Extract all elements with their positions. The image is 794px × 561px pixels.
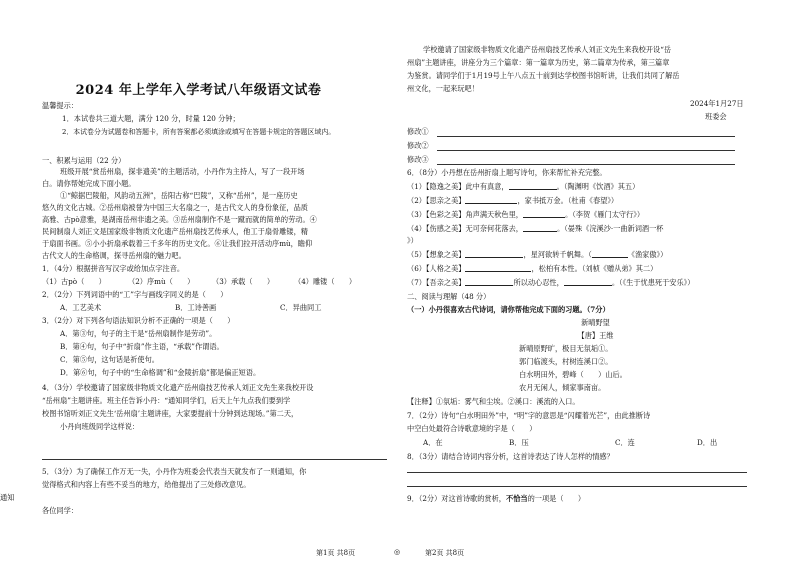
poem-line: 农月无闲人，倾家事南亩。 bbox=[519, 383, 606, 392]
blank[interactable] bbox=[465, 264, 531, 272]
question-4: 小丹向班级同学这样说： bbox=[60, 422, 140, 431]
question-4: 校图书馆听刘正文先生‘岳州扇’主题讲座，大家要提前十分钟到达现场。”第二天， bbox=[42, 409, 299, 418]
q2-option: C．异曲同工 bbox=[280, 303, 322, 312]
notice-header: 温馨提示： bbox=[42, 101, 78, 110]
q3-option: B．第④句，句子中“折扇”作主语，“承载”作谓语。 bbox=[60, 342, 224, 351]
mod-label: 修改① bbox=[407, 127, 429, 136]
notice-body: 为鉴赏。请同学们于1月19号上午八点五十前到达学校图书馆听讲，让我们共同了解岳 bbox=[407, 71, 680, 80]
intro-line: ①“鲸据巴陵船，风韵动五洲”，岳阳古称“巴陵”，又称“岳州”，是一座历史 bbox=[60, 191, 298, 200]
question-7: 7．（2分）诗句“白水明田外”中，“明”字的意思是“闪耀着光芒”，由此推断诗 bbox=[407, 411, 651, 420]
page-footer: 第2页 共8页 bbox=[425, 549, 465, 557]
blank[interactable] bbox=[465, 196, 517, 204]
answer-line[interactable] bbox=[407, 486, 747, 487]
page-footer: 第1页 共8页 bbox=[316, 549, 356, 557]
blank[interactable] bbox=[592, 250, 628, 258]
poem-fill-tail: 》） bbox=[407, 236, 418, 245]
question-2: 2．（2分）下列词语中的“工”字与画线字同义的是（ ） bbox=[42, 290, 228, 299]
question-3: 3．（2分）对下列各句语法知识分析不正确的一项是（ ） bbox=[42, 316, 235, 325]
blank[interactable] bbox=[509, 182, 557, 190]
notice-title: 通知 bbox=[0, 493, 15, 502]
intro-line: 悠久的文化古城。②岳州扇被誉为中国三大名扇之一，是古代文人的身份象征，品质 bbox=[42, 203, 308, 212]
q7-option: D．出 bbox=[697, 438, 718, 447]
intro-line: 民间制扇人刘正文是国家级非物质文化遗产岳州扇技艺传承人，他工于扇骨雕镂，精 bbox=[42, 227, 308, 236]
exam-title: 2024 年上学年入学考试八年级语文试卷 bbox=[75, 83, 322, 98]
q3-option: D．第⑥句，句子中的“生命格调”和“金陵折扇”都是偏正短语。 bbox=[60, 368, 261, 377]
intro-line: 高雅、古pò意雅，是湖南岳州非遗之美。③岳州扇制作不是一蹴而就的简单的劳动。④ bbox=[42, 215, 317, 224]
q7-option: C．连 bbox=[615, 438, 635, 447]
section-heading: 一、积累与运用（22 分） bbox=[42, 156, 126, 165]
mod-answer-line[interactable] bbox=[437, 164, 735, 165]
poem-line: 新晴原野旷，极目无氛垢①。 bbox=[519, 344, 613, 353]
poem-fill-item: （3）【色彩之美】角声满天秋色里， 。（李贺《雁门太守行》） bbox=[407, 210, 645, 219]
q1-option: （4）雕镂（ ） bbox=[294, 277, 357, 286]
question-5: 5．（3分）为了确保工作万无一失，小丹作为班委会代表当天就发布了一则通知，你 bbox=[42, 467, 307, 476]
notice-greeting: 各位同学： bbox=[42, 506, 78, 515]
blank[interactable] bbox=[465, 278, 513, 286]
poem-note: 【注释】①氛垢：雾气和尘埃。②溪口：溪流的入口。 bbox=[407, 397, 580, 406]
blank[interactable] bbox=[564, 278, 612, 286]
q1-option: （2）序mù（ ） bbox=[128, 277, 195, 286]
question-4: “岳州扇”主题讲座。班主任告诉小丹：“通知同学们，后天上午九点我们要到学 bbox=[42, 396, 291, 405]
mod-label: 修改② bbox=[407, 141, 429, 150]
question-5: 觉得格式和内容上有些不妥当的地方，给他提出了三处修改意见。 bbox=[42, 480, 251, 489]
q7-option: B．压 bbox=[509, 438, 529, 447]
intro-line: 班级开展“赏岳州扇，探非遗美”的主题活动，小丹作为主持人，写了一段开场 bbox=[60, 167, 305, 176]
notice-body: 州文化，一起来玩吧！ bbox=[407, 84, 479, 93]
q7-option: A．在 bbox=[423, 438, 443, 447]
poem-title: 新晴野望 bbox=[581, 318, 610, 327]
q3-option: A．第③句，句子的主干是“岳州扇制作是劳动”。 bbox=[60, 329, 217, 338]
mod-answer-line[interactable] bbox=[437, 136, 735, 137]
question-1: 1．（4分）根据拼音写汉字或给加点字注音。 bbox=[42, 264, 185, 273]
q2-option: B．工诗善画 bbox=[175, 303, 217, 312]
poem-fill-item: （6）【人格之美】 ，松柏有本性。（刘桢《赠从弟》其二） bbox=[407, 264, 658, 273]
q2-option: A．工艺美术 bbox=[60, 303, 102, 312]
question-8: 8．（3分）请结合诗词内容分析，这首诗表达了诗人怎样的情感？ bbox=[407, 452, 614, 461]
poem-fill-item: （4）【伤感之美】无可奈何花落去， 。（晏殊《浣溪沙·一曲新词酒一杯 bbox=[407, 224, 664, 233]
poem-fill-item: （2）【思亲之美】 ，家书抵万金。（杜甫《春望》） bbox=[407, 196, 619, 205]
poem-line: 郭门临渡头，村树连溪口②。 bbox=[519, 357, 613, 366]
right-page bbox=[397, 0, 794, 561]
question-9: 9．（2分）对这首诗歌的赏析，不恰当的一项是（ ） bbox=[407, 494, 586, 503]
answer-line[interactable] bbox=[407, 472, 747, 473]
q1-option: （3）承载（ ） bbox=[212, 277, 275, 286]
notice-date: 2024年1月27日 bbox=[690, 99, 744, 108]
poem-fill-item: （7）【吾亲之美】 所以动心忍性， 。（《生于忧患死于安乐》） bbox=[407, 278, 695, 287]
poem-line: 白水明田外，碧峰（ ）山后。 bbox=[519, 370, 627, 379]
poem-fill-item: （5）【想象之美】 ，星河欲转千帆舞。（ 《渔家傲》） bbox=[407, 250, 668, 259]
notice-line: 1．本试卷共三道大题，满分 120 分，时量 120 分钟； bbox=[62, 114, 240, 123]
intro-line: 于扇面书画。⑤小小折扇承载着三千多年的历史文化。⑥让我们拉开活动序mù，瞻仰 bbox=[42, 239, 313, 248]
question-7: 中空白处最符合诗歌意境的字是（ ） bbox=[407, 424, 537, 433]
blank[interactable] bbox=[523, 224, 557, 232]
notice-body: 州扇”主题讲座，讲座分为三个篇章：第一篇章为历史，第二篇章为传承，第三篇章 bbox=[407, 58, 670, 67]
section-heading: 二、阅读与理解（48 分） bbox=[407, 292, 491, 301]
notice-body: 学校邀请了国家级非物质文化遗产岳州扇技艺传承人刘正文先生来我校开设“岳 bbox=[423, 45, 672, 54]
question-6: 6．（8分）小丹想在岳州折扇上题写诗句，你来帮忙补充完整。 bbox=[407, 168, 607, 177]
answer-line[interactable] bbox=[42, 459, 387, 460]
q1-option: （1）古pò（ ） bbox=[42, 277, 106, 286]
poem-fill-item: （1）【隐逸之美】此中有真意， 。（陶渊明《饮酒》其五） bbox=[407, 182, 640, 191]
blank[interactable] bbox=[465, 250, 523, 258]
mod-answer-line[interactable] bbox=[437, 150, 735, 151]
footer-mark: ◎ bbox=[394, 548, 401, 556]
intro-line: 古代文人的生命格调，探寻岳州扇的魅力吧。 bbox=[42, 251, 186, 260]
part-heading: （一）小丹很喜欢古代诗词，请你帮他完成下面的习题。（7分） bbox=[407, 305, 610, 314]
intro-line: 白。请你帮她完成下面小题。 bbox=[42, 179, 136, 188]
mod-label: 修改③ bbox=[407, 155, 429, 164]
question-4: 4．（3分）学校邀请了国家级非物质文化遗产岳州扇技艺传承人刘正文先生来我校开设 bbox=[42, 383, 314, 392]
notice-line: 2．本试卷分为试题卷和答题卡，所有答案都必须填涂或填写在答题卡规定的答题区域内。 bbox=[62, 128, 336, 136]
blank[interactable] bbox=[523, 210, 565, 218]
notice-sign: 班委会 bbox=[705, 112, 727, 121]
poem-author: 【唐】王维 bbox=[577, 331, 614, 340]
q3-option: C．第⑤句，这句话是祈使句。 bbox=[60, 355, 159, 364]
